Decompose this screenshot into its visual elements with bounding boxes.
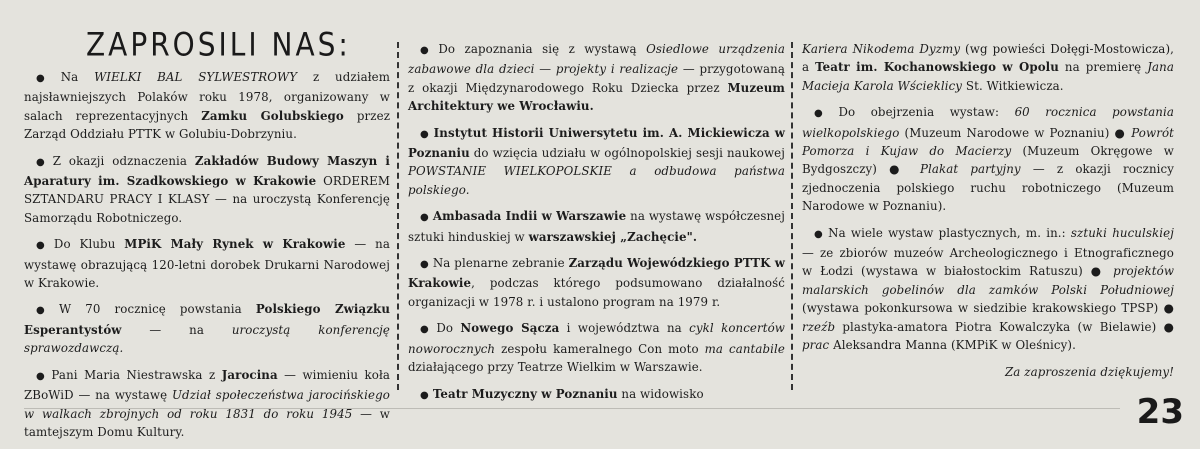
text-run: Instytut Historii Uniwersytetu im. A. Mickiewicza w Poznaniu	[408, 125, 785, 161]
closing-thanks: Za zaproszenia dziękujemy!	[1004, 364, 1174, 379]
text-run: POWSTANIE WIELKOPOLSKIE a odbudowa państwa polskiego.	[408, 164, 785, 197]
bullet-icon: ●	[36, 370, 48, 382]
text-run: — z okazji rocznicy zjednoczenia polskiego ruchu robotniczego (Muzeum Narodowe w Poznaniu).	[802, 162, 1174, 214]
bullet-icon: ●	[36, 240, 50, 252]
text-run: Polskiego Związku Esperantystów	[24, 302, 391, 337]
text-run: (Muzeum Narodowe w Poznaniu)	[899, 125, 1115, 140]
bullet-icon: ●	[420, 212, 429, 224]
text-run: , podczas którego podsumowano działalność organizacji w 1978 r. i ustalono program na 1979 r.	[408, 276, 785, 309]
notice-item	[24, 235, 390, 292]
text-run: Z okazji odznaczenia	[52, 153, 195, 168]
notice-item	[408, 385, 785, 405]
text-run: do wzięcia udziału w ogólnopolskiej sesji naukowej	[469, 146, 785, 161]
text-run: Na plenarne zebranie	[432, 256, 569, 271]
text-run: ORDEREM SZTANDARU PRACY I KLASY — na uroczystą Konferencję Samorządu Robotniczego.	[24, 174, 391, 225]
text-run: działającego przy Teatrze Wielkim w Warszawie.	[408, 360, 703, 375]
bottom-rule	[24, 408, 1120, 409]
text-run: Osiedlowe urządzenia zabawowe dla dzieci — projekty i realizacje	[408, 42, 786, 77]
text-run: rzeźb	[802, 319, 836, 334]
text-run: — na wystawę obrazującą 120-letni dorobek Drukarni Narodowej w Krakowie.	[24, 237, 391, 291]
text-run: Ambasada Indii w Warszawie	[432, 209, 627, 224]
text-run: — wimieniu koła ZBoWiD — na wystawę	[24, 367, 390, 403]
text-run: ●	[889, 162, 920, 177]
bullet-icon: ●	[420, 389, 429, 401]
text-run: (Muzeum Okręgowe w Bydgoszczy)	[802, 144, 1174, 177]
text-run: na widowisko	[617, 386, 704, 401]
text-run: — przygotowaną z okazji Międzynarodowego Roku Dziecka przez	[408, 62, 785, 95]
text-run: ●	[1163, 301, 1174, 316]
text-run: (wg powieści Dołęgi-Mostowicza), a	[802, 42, 1174, 75]
text-run: Na wiele wystaw plastycznych, m. in.:	[828, 225, 1071, 240]
text-run: Teatr Muzyczny w Poznaniu	[432, 386, 618, 401]
notice-item	[408, 319, 785, 376]
text-run: St. Witkiewicza.	[962, 78, 1064, 93]
text-run: Do zapoznania się z wystawą	[438, 42, 647, 56]
text-run: (wystawa pokonkursowa w siedzibie krakowskiego TPSP)	[802, 301, 1164, 316]
text-run: Jana Macieja Karola Wścieklicy	[802, 60, 1174, 93]
text-run: Do obejrzenia wystaw:	[838, 105, 1015, 120]
text-run: prac	[802, 338, 830, 353]
text-run: Zakładów Budowy Maszyn i Aparatury im. Szadkowskiego w Krakowie	[24, 153, 390, 189]
column-divider	[397, 42, 399, 390]
column-divider	[791, 42, 793, 390]
bullet-icon: ●	[36, 73, 57, 84]
text-run: przez Zarząd Oddziału PTTK w Golubiu-Dobrzyniu.	[24, 108, 391, 142]
notice-item	[408, 207, 785, 246]
text-run: Jarocina	[221, 367, 278, 382]
text-run: WIELKI BAL SYLWESTROWY	[94, 70, 298, 84]
text-run: Plakat partyjny	[919, 162, 1021, 177]
text-run: Powrót Pomorza i Kujaw do Macierzy	[802, 125, 1174, 159]
text-run: 60 rocznica powstania wielkopolskiego	[802, 105, 1175, 140]
bullet-icon: ●	[420, 128, 430, 140]
column-1	[24, 68, 390, 449]
page-heading: ZAPROSILI NAS:	[86, 25, 351, 64]
text-run: Kariera Nikodema Dyzmy	[802, 42, 961, 56]
notice-item	[802, 103, 1174, 215]
text-run: ●	[1114, 125, 1132, 140]
text-run: plastyka-amatora Piotra Kowalczyka (w Bielawie)	[835, 319, 1164, 334]
page-number: 23	[1136, 392, 1184, 432]
text-run: ma cantabile	[704, 341, 785, 356]
text-run: sztuki huculskiej	[1070, 225, 1174, 240]
text-run: i województwa na	[559, 321, 690, 336]
notice-item	[802, 224, 1174, 355]
bullet-icon: ●	[36, 156, 49, 168]
bullet-icon: ●	[814, 228, 825, 240]
text-run: ●	[1090, 264, 1114, 279]
bullet-icon: ●	[420, 45, 435, 56]
text-run: na wystawę współczesnej sztuki hinduskiej w	[408, 209, 786, 244]
text-run: Teatr im. Kochanowskiego w Opolu	[815, 60, 1059, 75]
text-run: Nowego Sącza	[460, 321, 560, 336]
text-run: Pani Maria Niestrawska z	[51, 367, 222, 382]
text-run: projektów malarskich gobelinów dla zamków Polski Południowej	[802, 264, 1175, 297]
text-run: Do Klubu	[53, 237, 125, 252]
text-run: MPiK Mały Rynek w Krakowie	[124, 237, 346, 252]
notice-item	[408, 124, 785, 200]
text-run: cykl koncertów noworocznych	[408, 321, 785, 356]
bullet-icon: ●	[420, 324, 433, 336]
text-run: — ze zbiorów muzeów Archeologicznego i Etnograficznego w Łodzi (wystawa w białostockim Ratuszu)	[802, 246, 1174, 279]
text-run: warszawskiej „Zachęcie".	[528, 229, 698, 244]
text-run: z udziałem najsławniejszych Polaków roku 1978, organizowany w salach reprezentacyjnych	[24, 70, 391, 123]
text-run: W 70 rocznicę powstania	[59, 302, 256, 317]
text-run: — na	[121, 322, 232, 337]
notice-item	[24, 300, 390, 357]
text-run: ●	[1163, 319, 1174, 334]
text-run: uroczystą konferencję sprawozdawczą.	[24, 322, 390, 356]
text-run: — w tamtejszym Domu Kultury.	[24, 406, 390, 439]
text-run: Zamku Golubskiego	[201, 108, 344, 123]
text-run: Udział społeczeństwa jarocińskiego w walkach zbrojnych od roku 1831 do roku 1945	[24, 388, 390, 421]
bullet-icon: ●	[36, 305, 56, 317]
column-3	[802, 40, 1174, 393]
text-run: Aleksandra Manna (KMPiK w Oleśnicy).	[829, 338, 1076, 353]
bullet-icon: ●	[814, 108, 835, 120]
notice-item	[802, 40, 1174, 95]
text-run: Do	[436, 321, 461, 336]
text-run: zespołu kameralnego Con moto	[495, 341, 705, 356]
notice-item	[24, 152, 390, 228]
text-run: Muzeum Architektury we Wrocławiu.	[408, 80, 785, 114]
notice-item	[408, 40, 785, 116]
notice-item	[408, 254, 785, 311]
column-2	[408, 40, 785, 413]
bullet-icon: ●	[420, 259, 429, 271]
text-run: Na	[60, 70, 95, 84]
text-run: Zarządu Wojewódzkiego PTTK w Krakowie	[408, 256, 786, 291]
text-run: na premierę	[1058, 60, 1148, 75]
notice-item	[24, 68, 390, 144]
